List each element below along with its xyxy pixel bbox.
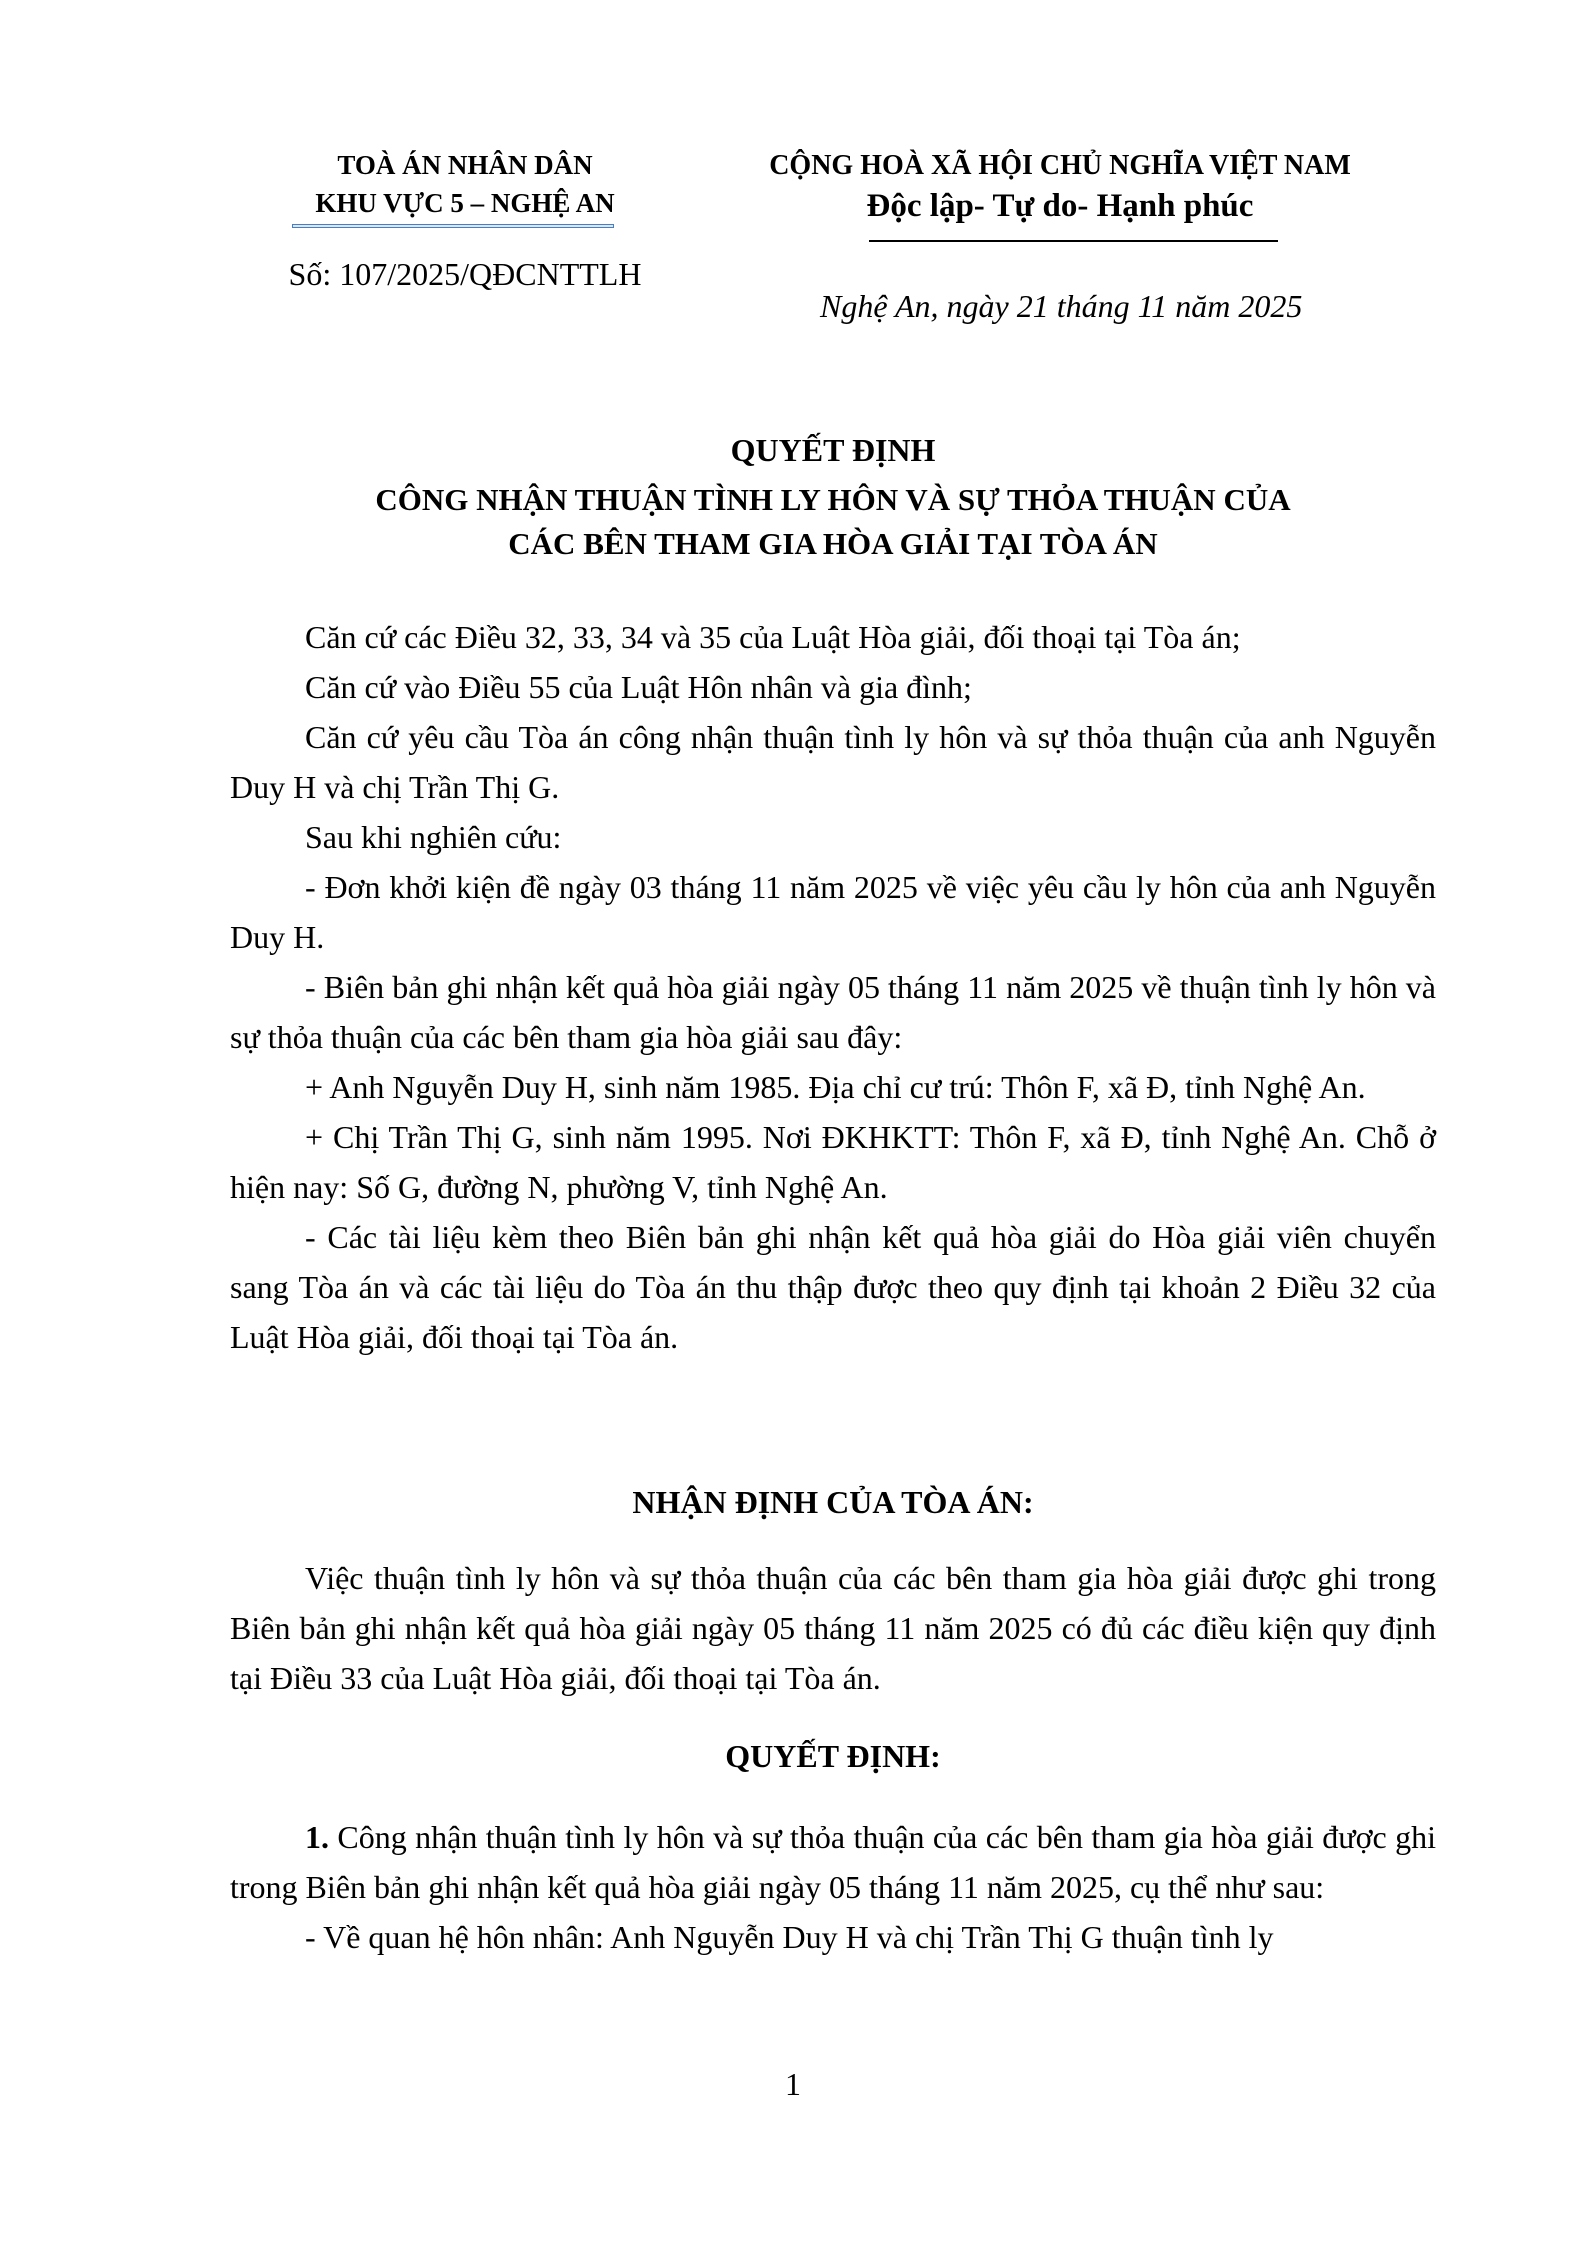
review-intro: Sau khi nghiên cứu:	[305, 819, 562, 855]
party-wife: + Chị Trần Thị G, sinh năm 1995. Nơi ĐKHKTT: Thôn F, xã Đ, tỉnh Nghệ An. Chỗ ở hiện nay: Số G, đường N, phường V, tỉnh Nghệ An.	[230, 1119, 1436, 1205]
review-item-documents: - Các tài liệu kèm theo Biên bản ghi nhận kết quả hòa giải do Hòa giải viên chuyển sang Tòa án và các tài liệu do Tòa án thu thập được theo quy định tại khoản 2 Điều 32 của Luật Hòa giải, đối thoại tại Tòa án.	[230, 1219, 1436, 1355]
court-name: TOÀ ÁN NHÂN DÂN	[337, 150, 593, 180]
national-title: CỘNG HOÀ XÃ HỘI CHỦ NGHĨA VIỆT NAM	[769, 150, 1351, 181]
document-number: Số: 107/2025/QĐCNTTLH	[288, 256, 642, 292]
review-item-petition: - Đơn khởi kiện đề ngày 03 tháng 11 năm 2025 về việc yêu cầu ly hôn của anh Nguyễn Duy H.	[230, 869, 1436, 955]
document-subtitle-line-1: CÔNG NHẬN THUẬN TÌNH LY HÔN VÀ SỰ THỎA THUẬN CỦA	[375, 482, 1291, 517]
court-region: KHU VỰC 5 – NGHỆ AN	[315, 188, 615, 218]
decision-item-1-text: Công nhận thuận tình ly hôn và sự thỏa thuận của các bên tham gia hòa giải được ghi trong Biên bản ghi nhận kết quả hòa giải ngày 05 tháng 11 năm 2025, cụ thể như sau:	[230, 1819, 1437, 1905]
motto-underline	[869, 240, 1278, 242]
preamble-section	[230, 612, 1436, 1362]
party-husband: + Anh Nguyễn Duy H, sinh năm 1985. Địa chỉ cư trú: Thôn F, xã Đ, tỉnh Nghệ An.	[305, 1069, 1366, 1105]
page-number: 1	[785, 2066, 801, 2102]
decision-heading: QUYẾT ĐỊNH:	[725, 1738, 941, 1774]
court-region-underline	[292, 224, 614, 228]
findings-heading: NHẬN ĐỊNH CỦA TÒA ÁN:	[632, 1484, 1034, 1520]
place-date: Nghệ An, ngày 21 tháng 11 năm 2025	[820, 288, 1303, 324]
legal-basis-1: Căn cứ các Điều 32, 33, 34 và 35 của Luật Hòa giải, đối thoại tại Tòa án;	[305, 619, 1241, 655]
legal-basis-3: Căn cứ yêu cầu Tòa án công nhận thuận tình ly hôn và sự thỏa thuận của anh Nguyễn Duy H và chị Trần Thị G.	[230, 719, 1436, 805]
document-subtitle-line-2: CÁC BÊN THAM GIA HÒA GIẢI TẠI TÒA ÁN	[508, 526, 1158, 561]
findings-section	[230, 1553, 1436, 1703]
decision-item-1	[230, 1812, 1436, 1912]
decision-item-1-number: 1.	[305, 1819, 329, 1855]
document-title: QUYẾT ĐỊNH	[730, 432, 936, 468]
decision-item-1-marriage: - Về quan hệ hôn nhân: Anh Nguyễn Duy H và chị Trần Thị G thuận tình ly	[305, 1919, 1274, 1955]
findings-text: Việc thuận tình ly hôn và sự thỏa thuận của các bên tham gia hòa giải được ghi trong Biên bản ghi nhận kết quả hòa giải ngày 05 tháng 11 năm 2025 có đủ các điều kiện quy định tại Điều 33 của Luật Hòa giải, đối thoại tại Tòa án.	[230, 1560, 1436, 1696]
legal-basis-2: Căn cứ vào Điều 55 của Luật Hôn nhân và gia đình;	[305, 669, 972, 705]
national-motto: Độc lập- Tự do- Hạnh phúc	[866, 188, 1254, 224]
decision-section	[230, 1812, 1436, 1962]
review-item-minutes: - Biên bản ghi nhận kết quả hòa giải ngày 05 tháng 11 năm 2025 về thuận tình ly hôn và sự thỏa thuận của các bên tham gia hòa giải sau đây:	[230, 969, 1436, 1055]
